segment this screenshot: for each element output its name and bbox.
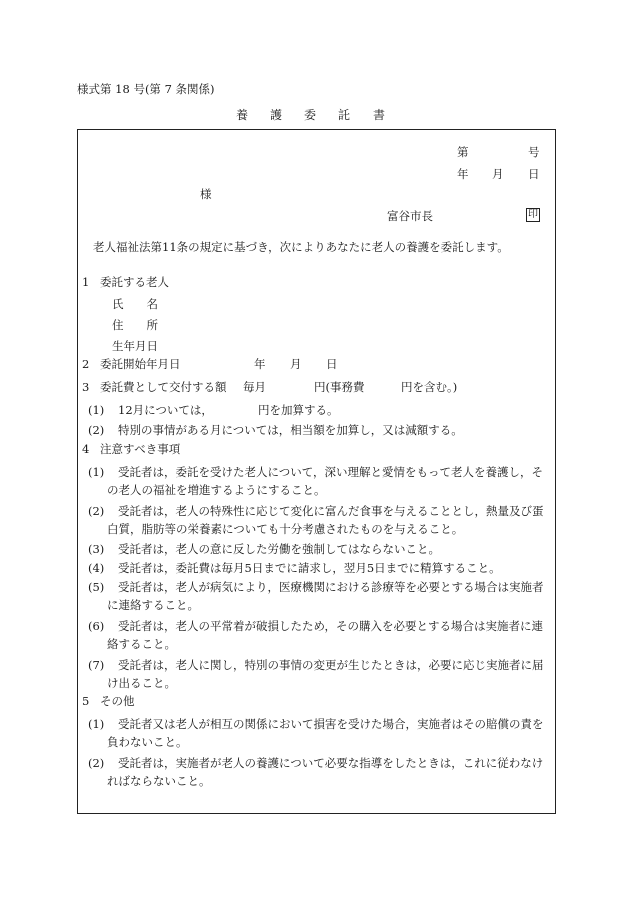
section-heading: 委託する老人 — [100, 275, 169, 289]
item-text: 受託者は，老人に関し，特別の事情の変更が生じたときは，必要に応じ実施者に届 — [118, 658, 544, 672]
item-text: 受託者は，老人の平常着が破損したため，その購入を必要とする場合は実施者に連 — [118, 619, 544, 633]
item-number: (2) — [88, 756, 105, 770]
item-number: (2) — [88, 504, 105, 518]
item-text: 受託者は，委託費は毎月5日までに請求し，翌月5日までに精算すること。 — [118, 561, 501, 575]
number-suffix: 号 — [528, 145, 540, 159]
section-number: 2 — [82, 357, 90, 371]
section-heading: 注意すべき事項 — [100, 442, 181, 456]
item-text: ればならないこと。 — [107, 774, 211, 788]
item-text: 白質，脂肪等の栄養素についても十分考慮されたものを与えること。 — [107, 522, 464, 536]
section-number: 4 — [82, 442, 90, 456]
section-heading: その他 — [100, 694, 135, 708]
item-text: 受託者は，老人の特殊性に応じて変化に富んだ食事を与えることとし，熱量及び蛋 — [118, 504, 544, 518]
item-text: 負わないこと。 — [107, 735, 188, 749]
item-text: に連絡すること。 — [107, 598, 199, 612]
item-text: 絡すること。 — [107, 637, 176, 651]
number-prefix: 第 — [457, 145, 469, 159]
date-month: 月 — [492, 167, 504, 181]
title-char: 養 — [236, 108, 249, 122]
monthly-label: 毎月 — [243, 380, 266, 394]
title-char: 書 — [373, 108, 386, 122]
item-text: 受託者は，老人の意に反した労働を強制してはならないこと。 — [118, 542, 440, 556]
item-number: (6) — [88, 619, 105, 633]
item-number: (1) — [88, 717, 105, 731]
issuer: 富谷市長 — [387, 209, 433, 223]
date-year: 年 — [457, 167, 469, 181]
item-number: (7) — [88, 658, 105, 672]
start-day: 日 — [326, 357, 338, 371]
section-number: 5 — [82, 694, 90, 708]
section-heading: 委託費として交付する額 — [100, 380, 227, 394]
date-day: 日 — [528, 167, 540, 181]
item-text: の老人の福祉を増進するようにすること。 — [107, 483, 326, 497]
title-char: 護 — [270, 108, 283, 122]
field-label-address: 住 所 — [112, 318, 158, 332]
item-text: 受託者は，老人が病気により，医療機関における診療等を必要とする場合は実施者 — [118, 580, 544, 594]
item-text: 12月については， — [118, 403, 213, 417]
item-text: 特別の事情がある月については，相当額を加算し，又は減額する。 — [118, 423, 463, 437]
item-number: (1) — [88, 465, 105, 479]
item-number: (5) — [88, 580, 105, 594]
item-text: 円を加算する。 — [258, 403, 339, 417]
item-text: 受託者は，委託を受けた老人について，深い理解と愛情をもって老人を養護し，そ — [118, 465, 544, 479]
start-year: 年 — [254, 357, 266, 371]
includes-label: 円を含む。) — [401, 380, 458, 394]
item-number: (1) — [88, 403, 105, 417]
title-char: 委 — [304, 108, 317, 122]
item-number: (3) — [88, 542, 105, 556]
section-number: 1 — [82, 275, 90, 289]
item-text: 受託者又は老人が相互の関係において損害を受けた場合，実施者はその賠償の責を — [118, 717, 544, 731]
section-number: 3 — [82, 380, 90, 394]
item-number: (2) — [88, 423, 105, 437]
section-heading: 委託開始年月日 — [100, 357, 181, 371]
field-label-birthdate: 生年月日 — [112, 339, 158, 353]
item-number: (4) — [88, 561, 105, 575]
seal-box: 印 — [528, 209, 538, 220]
form-label: 様式第 18 号(第 7 条関係) — [77, 82, 215, 96]
yen-office-label: 円(事務費 — [314, 380, 365, 394]
field-label-name: 氏 名 — [112, 297, 158, 311]
title-char: 託 — [338, 108, 351, 122]
addressee-suffix: 様 — [200, 187, 212, 201]
item-text: 受託者は，実施者が老人の養護について必要な指導をしたときは，これに従わなけ — [118, 756, 544, 770]
start-month: 月 — [290, 357, 302, 371]
item-text: け出ること。 — [107, 676, 176, 690]
intro-text: 老人福祉法第11条の規定に基づき，次によりあなたに老人の養護を委託します。 — [93, 240, 509, 254]
